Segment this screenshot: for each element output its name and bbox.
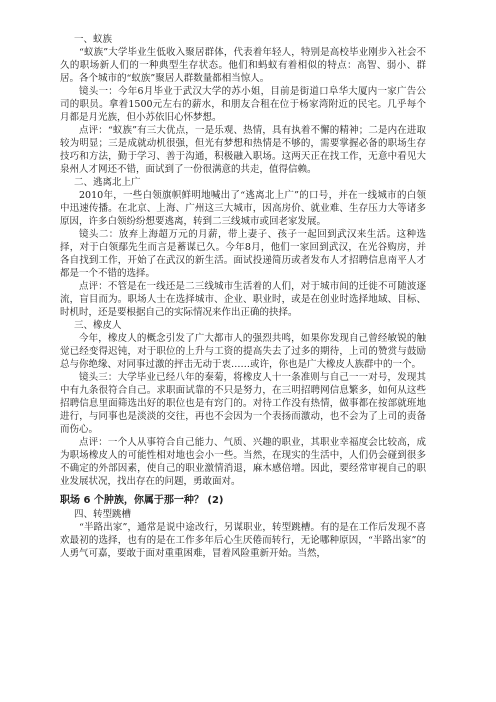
- section-escape-cities: [60, 176, 426, 319]
- article-part-title: 职场 6 个肿族，你属于那一种？ (2): [60, 495, 224, 506]
- section-rubber-people: [60, 319, 426, 488]
- section-heading: 一、蚁族: [74, 34, 113, 45]
- paragraph: “蚁族”大学毕业生低收入聚居群体，代表着年轻人，特别是高校毕业刚步入社会不久的职场新人们的一种典型生存状态。他们和蚂蚁有着相似的特点：高智、弱小、群居。各个城市的“蚁族”聚居人群数量都相当惊人。: [60, 47, 426, 84]
- section-heading: 四、转型跳槽: [74, 509, 132, 520]
- section-heading: 三、橡皮人: [74, 320, 122, 331]
- paragraph: “半路出家”，通常是说中途改行，另谋职业，转型跳槽。有的是在工作后发现不喜欢最初的选择，也有的是在工作多年后心生厌倦而转行，无论哪种原因，“半路出家”的人勇气可嘉，要敢于面对重重困难，冒着风险重新开始。当然，: [60, 522, 426, 559]
- paragraph: 今年，橡皮人的概念引发了广大都市人的强烈共鸣，如果你发现自己曾经敏锐的触觉已经变得迟钝，对于职位的上升与工资的提高失去了过多的期待，上司的赞赏与鼓励总与你绝缘、对同事过激的抨击无动于衷……或许，你也是广大橡皮人族群中的一个。: [60, 333, 426, 370]
- paragraph: 镜头二：放弃上海超万元的月薪，带上妻子、孩子一起回到武汉来生活。这种选择，对于白领鄢先生而言是蓄谋已久。今年8月，他们一家回到武汉，在光谷购房，并各自找到工作，开始了在武汉的新生活。面试投递简历或者发布人才招聘信息南平人才都是一个不错的选择。: [60, 229, 426, 279]
- paragraph: 点评：一个人从事符合自己能力、气质、兴趣的职业，其职业幸福度会比较高，成为职场橡皮人的可能性相对地也会小一些。当然，在现实的生活中，人们仍会碰到很多不确定的外部因素，使自己的职业激情消退，麻木感倍增。因此，要经常审视自己的职业发展状况，找出存在的问题，勇敢面对。: [60, 437, 426, 487]
- section-career-change: [60, 508, 426, 560]
- paragraph: 点评：“蚁族”有三大优点，一是乐观、热情，具有执着不懈的精神；二是内在进取较为明显；三是成就动机很强，但光有梦想和热情是不够的，需要掌握必备的职场生存技巧和方法，勤于学习、善于沟通，积极融入职场。这两天正在找工作，无意中看见大泉州人才网还不错，面试到了一份很满意的共走，值得信赖。: [60, 125, 426, 175]
- paragraph: 点评：不管是在一线还是二三线城市生活着的人们，对于城市间的迁徙不可随波逐流，盲目而为。职场人士在选择城市、企业、职业时，或是在创业时选择地域、目标、时机时，还是要根据自己的实际情况来作出正确的抉择。: [60, 281, 426, 318]
- paragraph: 镜头三：大学毕业已经八年的秦菊，将橡皮人十一条准则与自己一一对号，发现其中有九条很符合自己。求职面试靠的不只是努力，在三明招聘网信息繁多，如何从这些招聘信息里面筛选出好的职位也是有窍门的。对待工作没有热情，做事都在按部就班地进行，与同事也是淡淡的交往，再也不会因为一个表扬而激动，也不会为了上司的责备而伤心。: [60, 372, 426, 435]
- section-ant-tribe: [60, 33, 426, 176]
- paragraph: 镜头一：今年6月毕业于武汉大学的苏小姐，目前是街道口阜华大厦内一家广告公司的职员。拿着1500元左右的薪水，和朋友合租在位于杨家湾附近的民宅。几乎每个月都是月光族，但小苏依旧心怀梦想。: [60, 86, 426, 123]
- paragraph: 2010年，一些白领旗帜鲜明地喊出了“逃离北上广”的口号，并在一线城市的白领中迅速传播。在北京、上海、广州这三大城市，因高房价、就业难、生存压力大等诸多原因，许多白领纷纷想要逃离，转到二三线城市或回老家发展。: [60, 190, 426, 227]
- section-heading: 二、逃离北上广: [74, 177, 141, 188]
